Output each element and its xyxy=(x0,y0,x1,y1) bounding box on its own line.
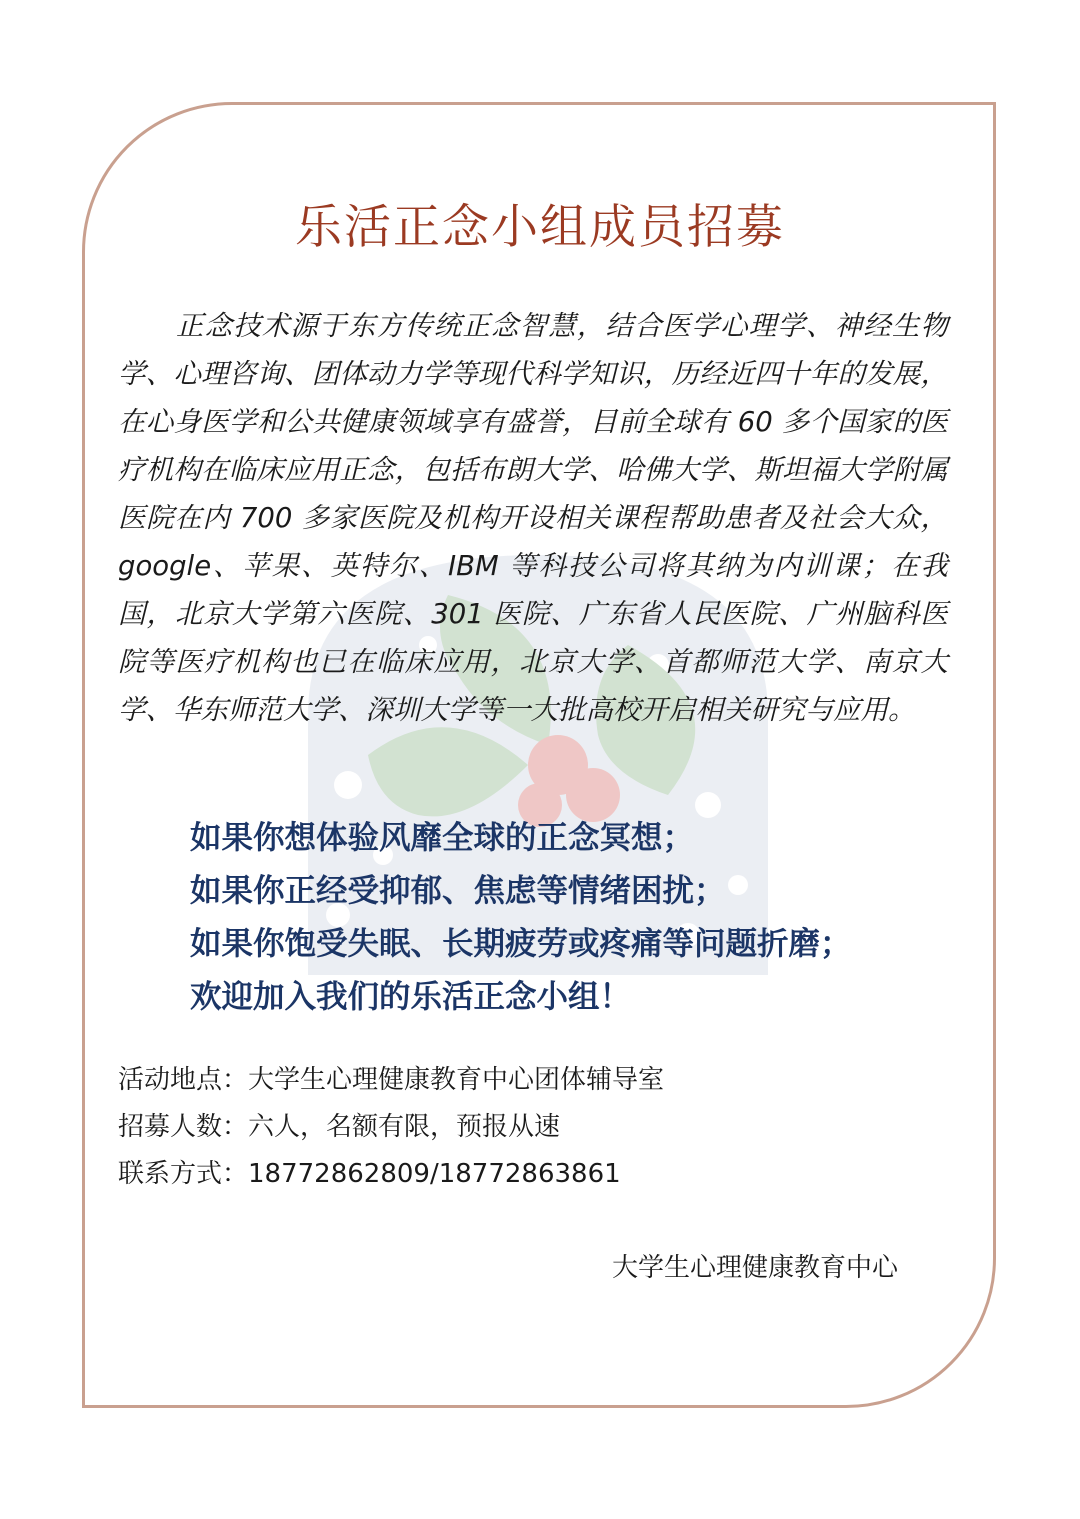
appeal-line: 如果你想体验风靡全球的正念冥想； xyxy=(190,820,695,856)
info-list xyxy=(118,1057,938,1198)
signature: 大学生心理健康教育中心 xyxy=(612,1253,899,1283)
info-capacity: 招募人数：六人，名额有限，预报从速 xyxy=(118,1112,561,1142)
intro-paragraph: 正念技术源于东方传统正念智慧，结合医学心理学、神经生物学、心理咨询、团体动力学等现代科学知识，历经近四十年的发展，在心身医学和公共健康领域享有盛誉，目前全球有 60 多个国家的医疗机构在临床应用正念，包括布朗大学、哈佛大学、斯坦福大学附属医院在内 700 多家医院及机构开设相关课程帮助患者及社会大众，google、苹果、英特尔、IBM 等科技公司将其纳为内训课；在我国，北京大学第六医院、301 医院、广东省人民医院、广州脑科医院等医疗机构也已在临床应用，北京大学、首都师范大学、南京大学、华东师范大学、深圳大学等一大批高校开启相关研究与应用。 xyxy=(118,310,948,726)
info-contact: 联系方式：18772862809/18772863861 xyxy=(118,1159,621,1189)
appeal-line: 欢迎加入我们的乐活正念小组！ xyxy=(190,979,632,1015)
appeal-list xyxy=(190,812,970,1024)
info-location: 活动地点：大学生心理健康教育中心团体辅导室 xyxy=(118,1065,665,1095)
appeal-line: 如果你正经受抑郁、焦虑等情绪困扰； xyxy=(190,873,726,909)
page-title: 乐活正念小组成员招募 xyxy=(295,200,785,255)
appeal-line: 如果你饱受失眠、长期疲劳或疼痛等问题折磨； xyxy=(190,926,852,962)
